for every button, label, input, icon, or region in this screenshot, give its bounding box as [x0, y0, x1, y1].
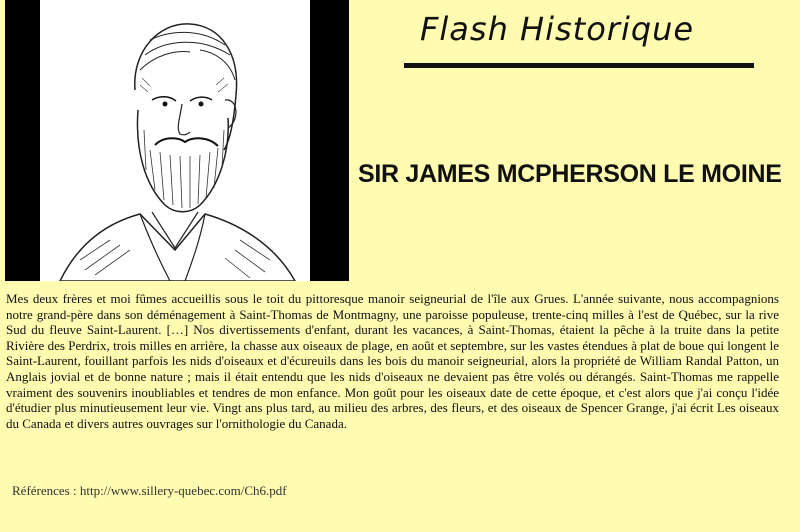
- banner-divider: [404, 63, 754, 68]
- portrait-icon: [40, 0, 310, 281]
- references-line: Références : http://www.sillery-quebec.com/Ch6.pdf: [12, 483, 287, 498]
- banner-title: Flash Historique: [420, 10, 695, 48]
- subject-name: SIR JAMES MCPHERSON LE MOINE: [358, 160, 782, 188]
- biography-text: Mes deux frères et moi fûmes accueillis sous le toit du pittoresque manoir seigneurial de l'île aux Grues. L'année suivante, nous accompagnions notre grand-père dans son déménagement à Saint-Thomas de Montmagny, une paroisse populeuse, trente-cinq milles à l'est de Québec, sur la rive Sud du fleuve Saint-Laurent. […] Nos divertissements d'enfant, durant les vacances, à Saint-Thomas, étaient la pêche à la truite dans la petite Rivière des Perdrix, trois milles en arrière, la chasse aux oiseaux de plage, en août et septembre, sur les vastes étendues à plat de boue qui longent le Saint-Laurent, fouillant parfois les nids d'oiseaux et d'écureuils dans les bois du manoir seigneurial, alors la propriété de William Randal Patton, un Anglais jovial et de bonne nature ; mais il était entendu que les nids d'oiseaux ne devaient pas être volés ou dérangés. Saint-Thomas me rappelle vraiment des souvenirs inoubliables et tendres de mon enfance. Mon goût pour les oiseaux date de cette époque, et c'est alors que j'ai conçu l'idée d'étudier plus minutieusement leur vie. Vingt ans plus tard, au milieu des arbres, des fleurs, et des oiseaux de Spencer Grange, j'ai écrit Les oiseaux du Canada et divers autres ouvrages sur l'ornithologie du Canada.: [6, 291, 779, 431]
- portrait-engraving: [40, 0, 310, 281]
